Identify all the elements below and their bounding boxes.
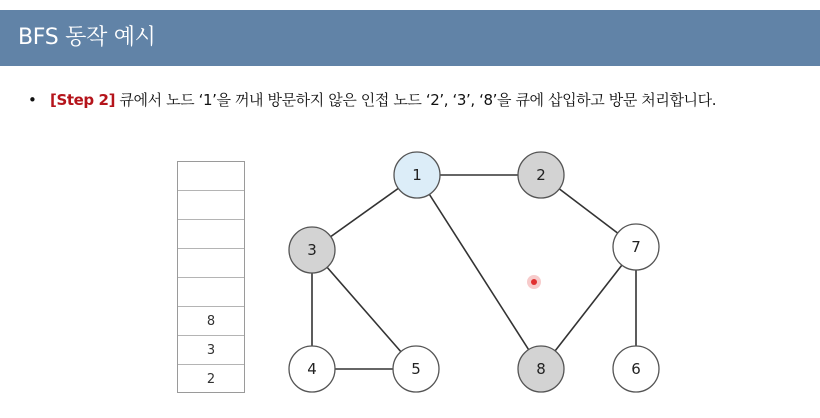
- node-2: [518, 152, 564, 198]
- node-label: 2: [536, 166, 546, 184]
- node-label: 5: [411, 360, 421, 378]
- edge-1-8: [417, 175, 541, 369]
- pointer-icon: [527, 275, 541, 289]
- node-8: [518, 346, 564, 392]
- queue-cell: 8: [178, 307, 244, 336]
- step-text: 큐에서 노드 ‘1’을 꺼내 방문하지 않은 인접 노드 ‘2’, ‘3’, ‘8’을 큐에 삽입하고 방문 처리합니다.: [115, 91, 717, 109]
- node-label: 4: [307, 360, 317, 378]
- node-3: [289, 227, 335, 273]
- node-1: [394, 152, 440, 198]
- node-label: 6: [631, 360, 641, 378]
- step-label: [Step 2]: [50, 91, 116, 109]
- page-title: BFS 동작 예시: [18, 25, 156, 50]
- node-4: [289, 346, 335, 392]
- node-label: 8: [536, 360, 546, 378]
- node-label: 3: [307, 241, 317, 259]
- bullet-icon: •: [28, 91, 37, 109]
- node-6: [613, 346, 659, 392]
- node-5: [393, 346, 439, 392]
- node-7: [613, 224, 659, 270]
- edge-3-5: [312, 250, 416, 369]
- node-label: 1: [412, 166, 422, 184]
- queue-cell: 2: [206, 372, 216, 387]
- queue-cell: 3: [178, 336, 244, 365]
- node-label: 7: [631, 238, 641, 256]
